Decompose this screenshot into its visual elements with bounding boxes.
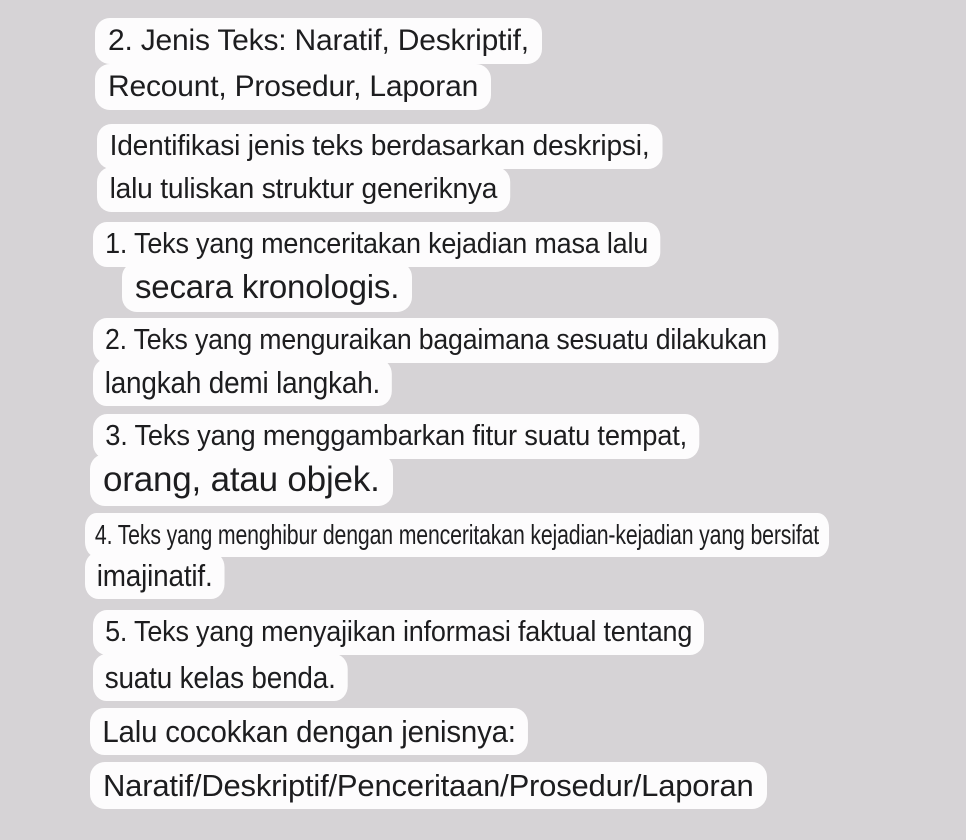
question-3-line-2: orang, atau objek. <box>90 454 393 506</box>
question-5-line-2: suatu kelas benda. <box>93 654 347 701</box>
title-line-2: Recount, Prosedur, Laporan <box>95 64 491 110</box>
question-2-line-2: langkah demi langkah. <box>93 359 392 406</box>
match-prompt: Lalu cocokkan dengan jenisnya: <box>90 708 528 755</box>
question-1-line-1: 1. Teks yang menceritakan kejadian masa lalu <box>93 222 660 267</box>
question-3-line-1: 3. Teks yang menggambarkan fitur suatu tempat, <box>93 414 699 459</box>
question-4-line-1: 4. Teks yang menghibur dengan menceritakan kejadian-kejadian yang bersifat <box>85 513 829 557</box>
instruction-line-1: Identifikasi jenis teks berdasarkan deskripsi, <box>97 124 662 169</box>
title-line-1: 2. Jenis Teks: Naratif, Deskriptif, <box>95 18 542 64</box>
question-1-line-2: secara kronologis. <box>122 262 412 312</box>
instruction-line-2: lalu tuliskan struktur generiknya <box>97 167 510 212</box>
question-2-line-1: 2. Teks yang menguraikan bagaimana sesuatu dilakukan <box>93 318 779 363</box>
question-4-line-2: imajinatif. <box>85 552 224 599</box>
type-options: Naratif/Deskriptif/Penceritaan/Prosedur/Laporan <box>90 762 767 809</box>
question-5-line-1: 5. Teks yang menyajikan informasi faktual tentang <box>93 610 704 655</box>
